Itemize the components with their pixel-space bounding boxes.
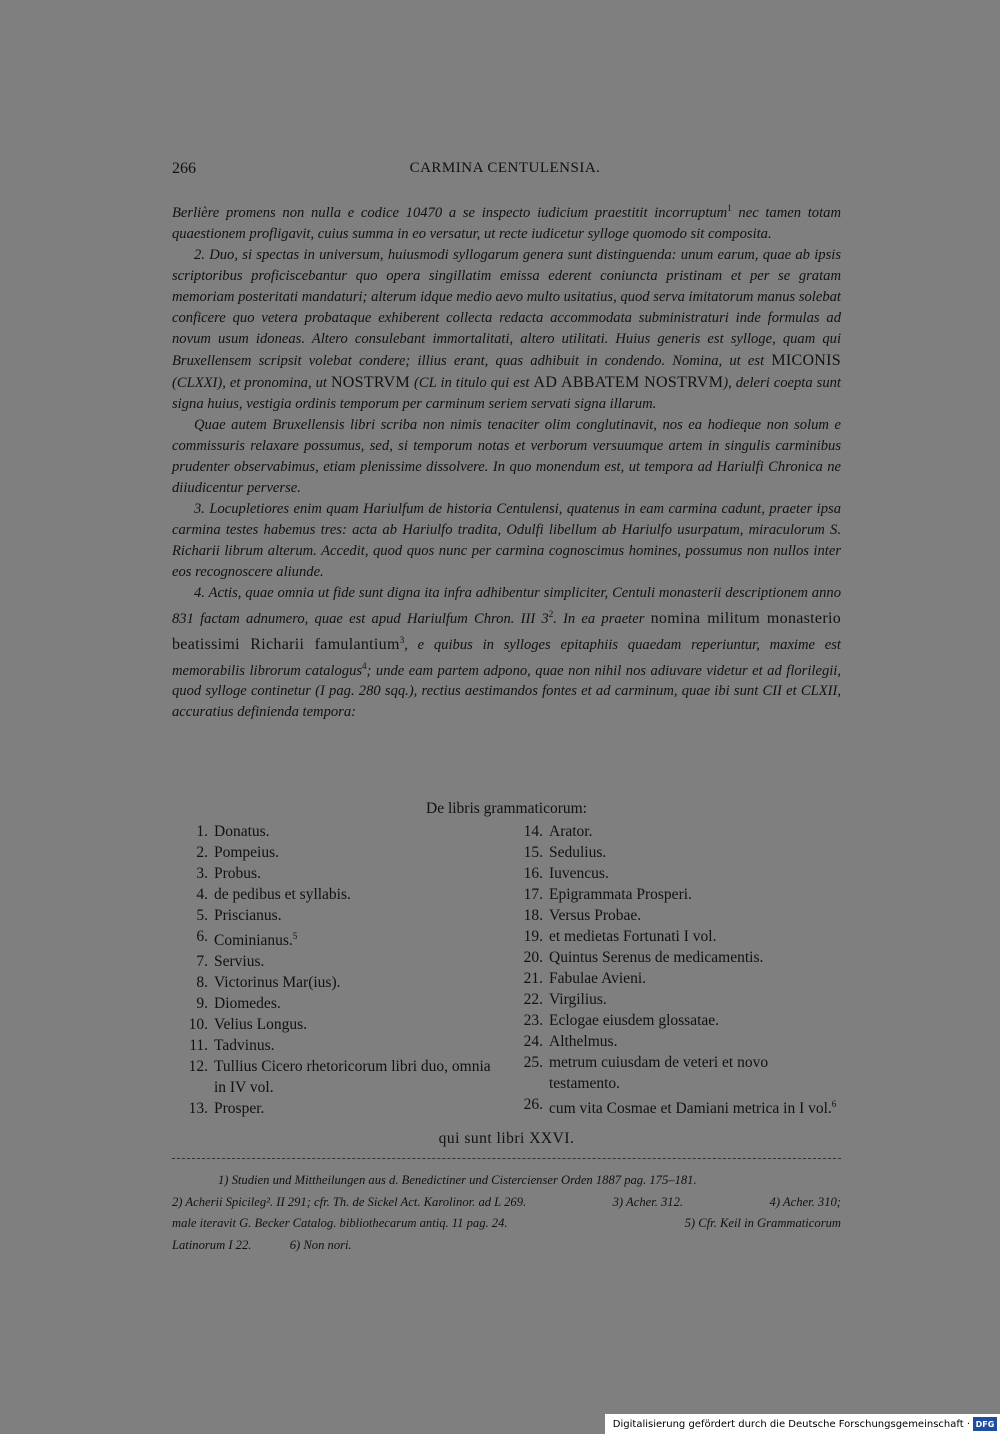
entry-number: 10. bbox=[188, 1016, 208, 1034]
catalogue-entry bbox=[172, 1014, 502, 1035]
catalogue-entry bbox=[507, 1010, 841, 1031]
entry-text: Probus. bbox=[214, 865, 261, 882]
paragraph-text: (CL in titulo qui est bbox=[410, 374, 534, 391]
upright-name: NOSTRVM bbox=[330, 373, 411, 391]
entry-text: Velius Longus. bbox=[214, 1016, 307, 1034]
catalogue-entry bbox=[507, 1052, 841, 1094]
footnote-row bbox=[172, 1213, 841, 1235]
entry-number: 21. bbox=[523, 970, 543, 987]
entry-text: Servius. bbox=[214, 953, 265, 971]
paragraph-text: nec tamen totam quaestionem profligavit, cuius summa in eo versatur, ut recte iudicetur sylloge quomodo sit composita. bbox=[172, 204, 841, 242]
paragraph-text: 3. Locupletiores enim quam Hariulfum de historia Centulensi, quatenus in eam carmina cadunt, praeter ipsa carmina testes habemus tres: acta ab Hariulfo tradita, Odulfi libellum ab Hariulfo usurpatum, miraculorum S. Richarii librum alterum. Accedit, quod quos nunc per carmina cognoscimus homines, possumus non nullos inter eos recognoscere aliunde. bbox=[172, 500, 841, 580]
footnote-ref: 3 bbox=[399, 634, 405, 645]
paragraph bbox=[172, 583, 841, 724]
entry-number: 8. bbox=[196, 974, 208, 992]
footnote-divider bbox=[172, 1158, 841, 1159]
entry-text: Pompeius. bbox=[214, 844, 280, 861]
entry-text: Althelmus. bbox=[549, 1033, 618, 1050]
entry-text: Fabulae Avieni. bbox=[549, 970, 646, 987]
paragraph-text: Berlière promens non nulla e codice 10470 a se inspecto iudicium praestitit incorruptum bbox=[172, 204, 728, 221]
paragraph bbox=[172, 415, 841, 499]
entry-number: 1. bbox=[196, 823, 208, 840]
paragraph-text: 4. Actis, quae omnia ut fide sunt digna ita infra adhibentur simpliciter, Centuli monasterii descriptionem anno 831 factam adnumero, quae est apud Hariulfum Chron. III 3 bbox=[172, 584, 841, 627]
entry-number: 17. bbox=[523, 886, 543, 903]
catalogue-entry bbox=[507, 821, 841, 842]
paragraph bbox=[172, 499, 841, 583]
entry-number: 24. bbox=[523, 1033, 543, 1050]
paragraph-text: Quae autem Bruxellensis libri scriba non nimis tenaciter olim conglutinavit, nos ea hodieque non solum e commissuris relaxare possumus, sed, si temporum notas et verborum versuumque artem in singulis carminibus prudenter observabimus, etiam plenissime dissolvere. In quo monendum est, ut tempora ad Hariulfi Chronica ne diiudicentur perverse. bbox=[172, 416, 841, 496]
entry-label: Cominianus. bbox=[214, 932, 293, 950]
page-body bbox=[172, 198, 841, 723]
upright-name: AD ABBATEM NOSTRVM bbox=[533, 373, 724, 391]
entry-text: metrum cuiusdam de veteri et novo testamento. bbox=[549, 1054, 769, 1092]
footnote-ref: 5 bbox=[292, 931, 298, 941]
entry-text: Tadvinus. bbox=[214, 1037, 275, 1055]
entry-text: Tullius Cicero rhetoricorum libri duo, omnia in IV vol. bbox=[214, 1058, 491, 1097]
footnote-row bbox=[172, 1235, 841, 1257]
catalogue-entry bbox=[507, 863, 841, 884]
footnote-ref: 1 bbox=[727, 203, 732, 213]
paragraph-text: (CLXXI), et pronomina, ut bbox=[172, 374, 331, 391]
footnote-5: 5) Cfr. Keil in Grammaticorum bbox=[684, 1216, 841, 1230]
upright-text: nomina militum monasterio beatissimi Richarii famulantium bbox=[172, 609, 841, 653]
catalogue-entry bbox=[172, 1056, 502, 1098]
entry-number: 7. bbox=[196, 953, 208, 971]
entry-number: 20. bbox=[523, 949, 543, 966]
entry-text: Quintus Serenus de medicamentis. bbox=[549, 949, 764, 966]
entry-label: cum vita Cosmae et Damiani metrica in I vol. bbox=[549, 1100, 832, 1118]
funding-banner bbox=[605, 1414, 1000, 1434]
entry-text: Sedulius. bbox=[549, 844, 607, 861]
entry-text bbox=[214, 926, 502, 951]
catalogue-entry bbox=[507, 926, 841, 947]
page-number: 266 bbox=[172, 160, 196, 177]
footnote-5-continued: Latinorum I 22. bbox=[172, 1237, 252, 1252]
entry-number: 23. bbox=[523, 1012, 543, 1029]
entry-number: 16. bbox=[523, 865, 543, 882]
entry-text: de pedibus et syllabis. bbox=[214, 886, 351, 903]
catalogue-entry bbox=[507, 884, 841, 905]
entry-number: 4. bbox=[196, 886, 208, 903]
upright-name: MICONIS bbox=[771, 351, 841, 369]
dfg-logo-icon: DFG bbox=[973, 1417, 997, 1431]
paragraph-text: ; unde eam partem adpono, quae non nihil nos adiuvare videtur et ad florilegii, quod sylloge continetur (I pag. 280 sqq.), rectius aestimandos fontes et ad carminum, quae ibi sunt CII et CLXII, accuratius definienda tempora: bbox=[172, 662, 841, 721]
footnotes bbox=[172, 1170, 841, 1256]
footnote-6: 6) Non nori. bbox=[289, 1237, 352, 1252]
entry-number: 11. bbox=[189, 1037, 208, 1055]
entry-number: 26. bbox=[523, 1096, 543, 1113]
catalogue-entry bbox=[507, 842, 841, 863]
catalogue-entry bbox=[507, 905, 841, 926]
entry-text: Iuvencus. bbox=[549, 865, 609, 882]
entry-number: 15. bbox=[523, 844, 543, 861]
catalogue-entry bbox=[507, 989, 841, 1010]
catalogue-entry bbox=[172, 863, 502, 884]
catalogue-entry bbox=[172, 1098, 502, 1119]
paragraph-text: 2. Duo, si spectas in universum, huiusmodi syllogarum genera sunt distinguenda: unum earum, quae ab ipsis scriptoribus proficiscebantur quo opera singillatim emissa ederent coniuncta pristinam et per se gratam memoriam posteritati mandaturi; alterum idque medio aevo multo usitatius, quod serva imitatorum manus solebat conficere quo vetera probataque exhiberent collecta redacta accommodata subministraturi inde formulas ad novum usum idoneas. Altero consulebant immortalitati, altero utilitati. Huius generis est sylloge, quam qui Bruxellensem scripsit volebat condere; illius erant, quas adhibuit in condendo. Nomina, ut est bbox=[172, 246, 841, 369]
footnote-ref: 2 bbox=[548, 608, 554, 619]
running-title: CARMINA CENTULENSIA. bbox=[409, 160, 601, 176]
catalogue-column-left bbox=[172, 821, 502, 1119]
catalogue-entry bbox=[507, 968, 841, 989]
catalogue-entry bbox=[172, 972, 502, 993]
entry-number: 12. bbox=[188, 1058, 208, 1076]
catalogue-entry bbox=[172, 1035, 502, 1056]
entry-number: 19. bbox=[523, 928, 543, 945]
catalogue-entry bbox=[507, 1031, 841, 1052]
entry-number: 25. bbox=[523, 1054, 543, 1071]
entry-number: 14. bbox=[523, 823, 543, 840]
page-header bbox=[170, 160, 840, 182]
entry-number: 6. bbox=[196, 928, 208, 945]
catalogue-entry bbox=[172, 884, 502, 905]
catalogue-entry bbox=[172, 905, 502, 926]
entry-text: Victorinus Mar(ius). bbox=[214, 974, 341, 992]
catalogue-entry bbox=[507, 1094, 841, 1119]
footnote-3: 3) Acher. 312. bbox=[612, 1194, 684, 1209]
catalogue-entry bbox=[172, 993, 502, 1014]
catalogue-entry bbox=[172, 951, 502, 972]
catalogue-entry bbox=[172, 926, 502, 951]
footnote-1: 1) Studien und Mittheilungen aus d. Benedictiner und Cistercienser Orden 1887 pag. 175–181. bbox=[218, 1173, 697, 1187]
entry-text: Arator. bbox=[549, 823, 593, 840]
entry-text: Versus Probae. bbox=[549, 907, 642, 924]
funding-banner-text: Digitalisierung gefördert durch die Deutsche Forschungsgemeinschaft · bbox=[612, 1418, 970, 1430]
catalogue-column-right bbox=[507, 821, 841, 1119]
entry-text: Priscianus. bbox=[214, 907, 282, 924]
entry-number: 9. bbox=[196, 995, 208, 1013]
entry-text bbox=[549, 1094, 841, 1119]
footnote-ref: 6 bbox=[831, 1099, 837, 1109]
entry-number: 2. bbox=[196, 844, 208, 861]
footnote-4: 4) Acher. 310; bbox=[769, 1194, 841, 1209]
entry-number: 5. bbox=[196, 907, 208, 924]
entry-number: 3. bbox=[196, 865, 208, 882]
footnote-row bbox=[172, 1192, 841, 1214]
entry-text: Eclogae eiusdem glossatae. bbox=[549, 1012, 720, 1029]
entry-text: Donatus. bbox=[214, 823, 270, 840]
catalogue-entry bbox=[172, 842, 502, 863]
paragraph-text: ), deleri coepta sunt signa huius, vestigia ordinis temporum per carminum seriem servati signa illarum. bbox=[172, 374, 841, 412]
entry-text: Prosper. bbox=[214, 1100, 265, 1118]
entry-text: Epigrammata Prosperi. bbox=[549, 886, 692, 903]
entry-number: 22. bbox=[523, 991, 543, 1008]
footnote-2: 2) Acherii Spicileg². II 291; cfr. Th. de Sickel Act. Karolinor. ad L 269. bbox=[172, 1194, 527, 1209]
paragraph-text: , e quibus in sylloges epitaphiis quaedam reperiuntur, maxime est memorabilis librorum catalogus bbox=[172, 636, 841, 679]
entry-text: et medietas Fortunati I vol. bbox=[549, 928, 717, 945]
catalogue-entry bbox=[507, 947, 841, 968]
catalogue-total: qui sunt libri XXVI. bbox=[438, 1130, 575, 1147]
paragraph bbox=[172, 245, 841, 415]
footnote-ref: 4 bbox=[362, 660, 367, 671]
catalogue-title: De libris grammaticorum: bbox=[426, 800, 587, 817]
paragraph bbox=[172, 198, 841, 245]
entry-number: 13. bbox=[188, 1100, 208, 1118]
footnote-4-continued: male iteravit G. Becker Catalog. bibliothecarum antiq. 11 pag. 24. bbox=[172, 1216, 508, 1230]
paragraph-text: . In ea praeter bbox=[553, 610, 651, 627]
entry-text: Diomedes. bbox=[214, 995, 281, 1013]
entry-number: 18. bbox=[523, 907, 543, 924]
entry-text: Virgilius. bbox=[549, 991, 607, 1008]
catalogue-entry bbox=[172, 821, 502, 842]
